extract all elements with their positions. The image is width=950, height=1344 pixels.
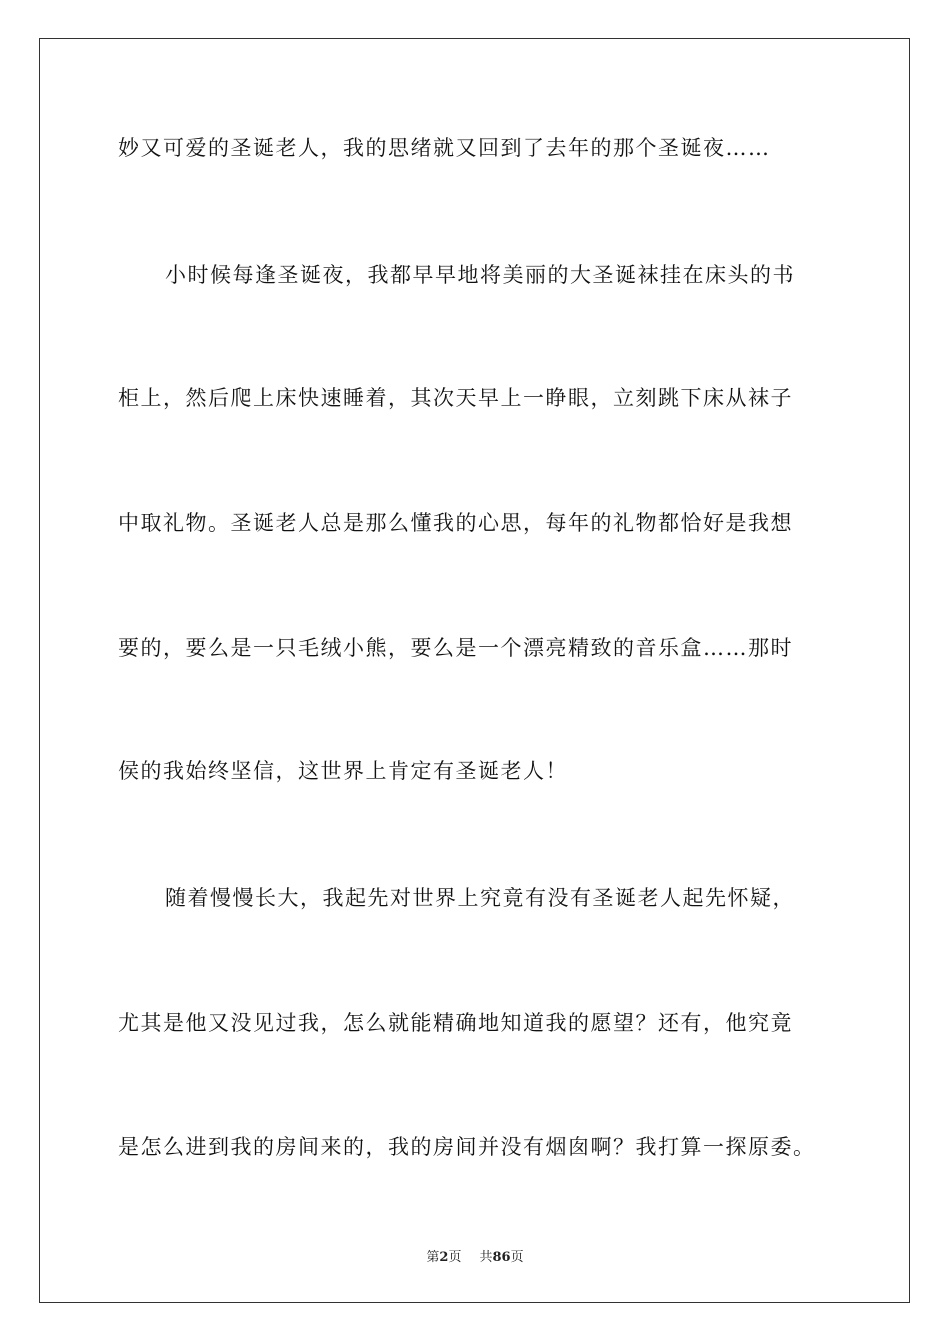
total-pages: 86 (492, 1250, 511, 1265)
total-prefix: 共 (479, 1250, 493, 1265)
text-line-5: 要的，要么是一只毛绒小熊，要么是一个漂亮精致的音乐盒……那时 (118, 636, 793, 660)
text-line-1: 妙又可爱的圣诞老人，我的思绪就又回到了去年的那个圣诞夜…… (118, 136, 771, 160)
text-line-6: 侯的我始终坚信，这世界上肯定有圣诞老人！ (118, 759, 568, 783)
page-border (39, 38, 910, 1303)
text-line-4: 中取礼物。圣诞老人总是那么懂我的心思，每年的礼物都恰好是我想 (118, 511, 793, 535)
text-line-7: 随着慢慢长大，我起先对世界上究竟有没有圣诞老人起先怀疑， (165, 886, 795, 910)
page-footer (0, 1250, 950, 1266)
page-prefix: 第 (426, 1250, 440, 1265)
total-suffix: 页 (510, 1250, 524, 1265)
text-line-3: 柜上，然后爬上床快速睡着，其次天早上一睁眼，立刻跳下床从袜子 (118, 386, 793, 410)
page-suffix: 页 (448, 1250, 462, 1265)
text-line-8: 尤其是他又没见过我，怎么就能精确地知道我的愿望？还有，他究竟 (118, 1011, 793, 1035)
text-line-9: 是怎么进到我的房间来的，我的房间并没有烟囱啊？我打算一探原委。 (118, 1135, 816, 1159)
text-line-2: 小时候每逢圣诞夜，我都早早地将美丽的大圣诞袜挂在床头的书 (165, 263, 795, 287)
page-number: 2 (439, 1250, 449, 1265)
